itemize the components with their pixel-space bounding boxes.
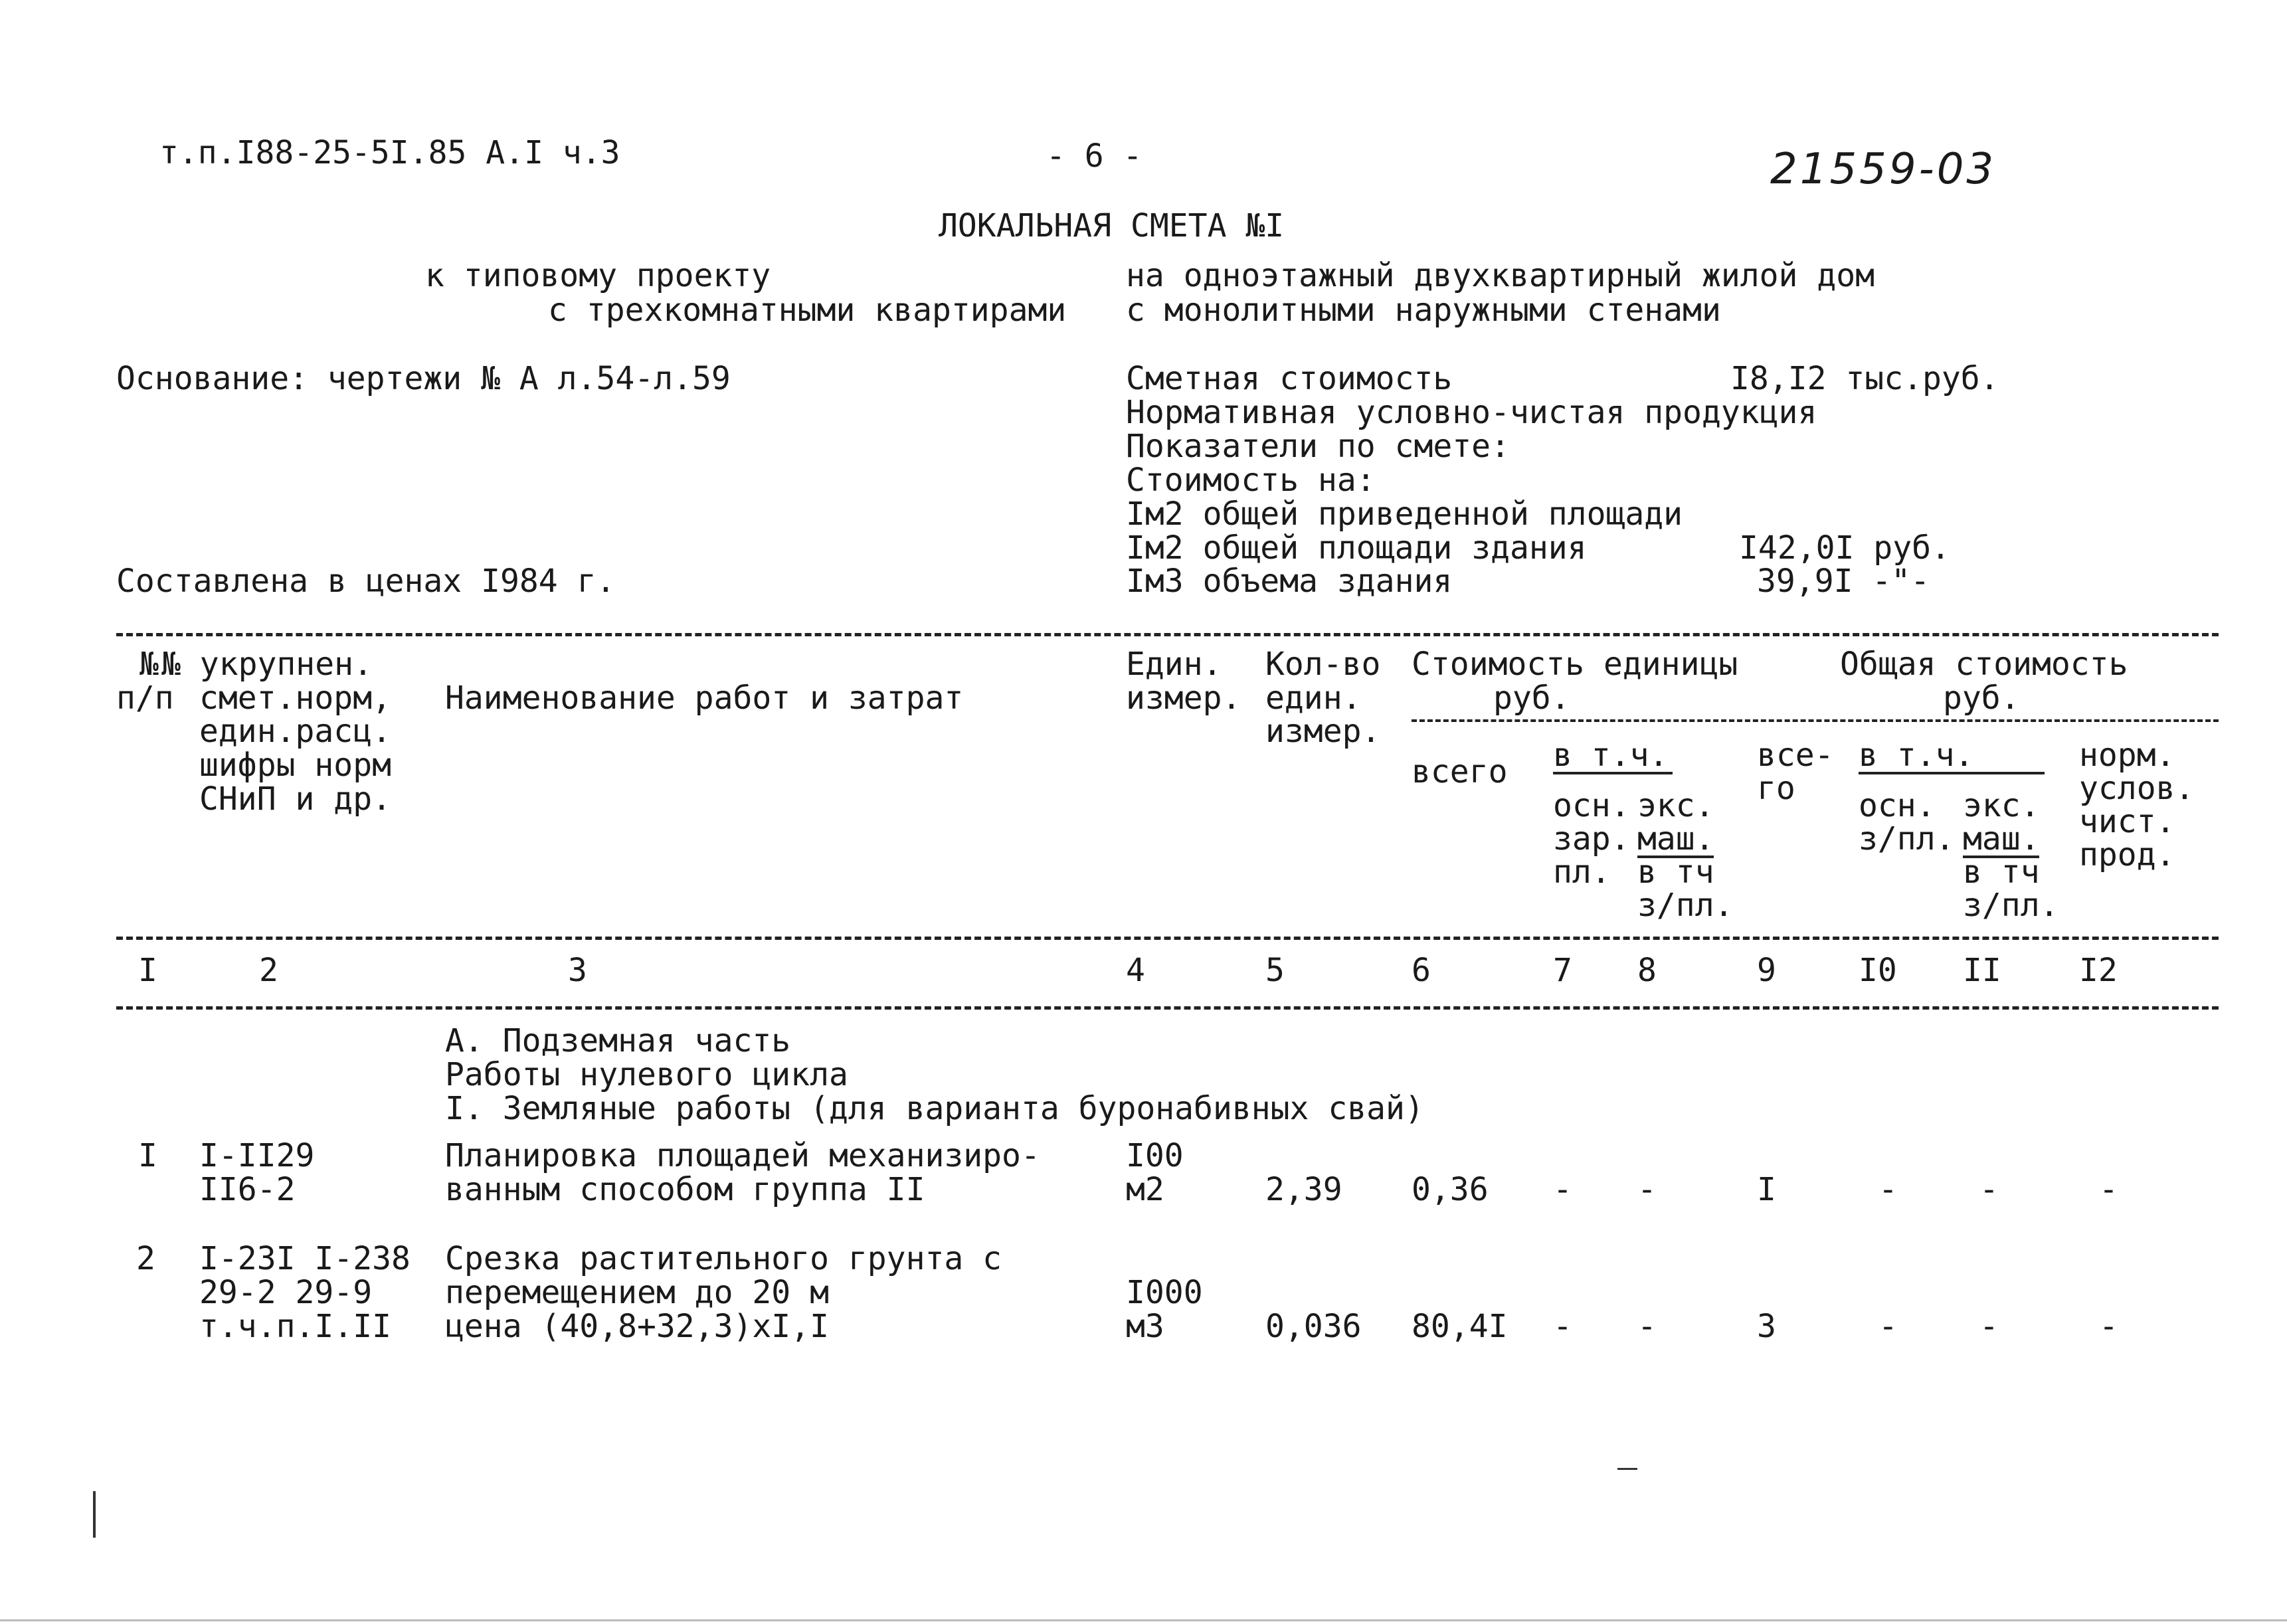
hdr-col3-name: Наименование работ и затрат [445, 679, 964, 717]
estimated-cost-value: I8,I2 тыс.руб. [1730, 360, 1999, 397]
row1-col12: - [2099, 1171, 2118, 1208]
row2-col8: - [1637, 1308, 1657, 1345]
estimated-cost-label: Сметная стоимость [1126, 360, 1453, 397]
scan-margin-mark [93, 1491, 96, 1538]
basis-line: Основание: чертежи № А л.54-л.59 [116, 360, 731, 397]
row1-col7: - [1553, 1171, 1572, 1208]
indicators-line: Показатели по смете: [1126, 428, 1510, 465]
hdr-col5-line3: измер. [1265, 713, 1381, 750]
hdr-col12-line4: прод. [2079, 836, 2175, 873]
page-number: - 6 - [1046, 137, 1143, 175]
hdr-col12-line1: норм. [2079, 737, 2175, 774]
subtitle-right-line2: с монолитными наружными стенами [1126, 292, 1721, 329]
hdr-col2-line2: смет.норм, [199, 679, 391, 717]
hdr-col11-line2: маш. [1963, 820, 2040, 857]
compiled-prices-line: Составлена в ценах I984 г. [116, 563, 616, 600]
colnum-4: 4 [1126, 952, 1145, 989]
hdr-col11-line3: в тч [1963, 854, 2040, 891]
hdr-col8-line1: экс. [1637, 787, 1714, 824]
row1-unit-line2: м2 [1126, 1171, 1164, 1208]
colnum-8: 8 [1637, 952, 1657, 989]
row1-code-line1: I-II29 [199, 1137, 315, 1174]
column-numbers-bottom-rule [116, 1006, 2219, 1010]
colnum-7: 7 [1553, 952, 1572, 989]
row2-col9: 3 [1757, 1308, 1776, 1345]
row2-col7: - [1553, 1308, 1572, 1345]
metric-volume-value: 39,9I -"- [1757, 563, 1930, 600]
row2-code-line1: I-23I I-238 [199, 1240, 411, 1277]
table-top-rule [116, 633, 2219, 636]
hdr-col12-line3: чист. [2079, 803, 2175, 840]
hdr-col2-line4: шифры норм [199, 747, 391, 784]
row1-col11: - [1979, 1171, 1999, 1208]
hdr-col6-total: всего [1412, 753, 1508, 790]
subtitle-left-line1: к типовому проекту [425, 257, 771, 294]
table-header-bottom-rule [116, 937, 2219, 940]
subtitle-left-line2: с трехкомнатными квартирами [548, 292, 1067, 329]
hdr-col11-line4: з/пл. [1963, 887, 2059, 924]
section-underground: А. Подземная часть [445, 1022, 791, 1059]
colnum-9: 9 [1757, 952, 1776, 989]
scan-dash-mark [1617, 1468, 1637, 1470]
row2-code-line2: 29-2 29-9 [199, 1274, 373, 1311]
estimate-title: ЛОКАЛЬНАЯ СМЕТА №I [939, 207, 1285, 244]
hdr-col4-line1: Един. [1126, 646, 1222, 683]
hdr-col5-line2: един. [1265, 679, 1362, 717]
hdr-col1-no: № [139, 646, 159, 683]
row2-unit-line1: I000 [1126, 1274, 1203, 1311]
hdr-col10-line2: з/пл. [1859, 820, 1955, 857]
hdr-col2-line3: един.расц. [199, 713, 391, 750]
hdr-col8-line3: в тч [1637, 854, 1714, 891]
hdr-incl-a-underline [1553, 772, 1673, 774]
colnum-5: 5 [1265, 952, 1285, 989]
colnum-3: 3 [568, 952, 587, 989]
hdr-col12-line2: услов. [2079, 770, 2195, 807]
hdr-col9-line1: все- [1757, 737, 1834, 774]
hdr-col11-line1: экс. [1963, 787, 2040, 824]
row2-qty: 0,036 [1265, 1308, 1362, 1345]
hdr-col7-line3: пл. [1553, 854, 1611, 891]
row1-total: 0,36 [1412, 1171, 1489, 1208]
hdr-total-cost-rub: руб. [1943, 679, 2020, 717]
row2-total: 80,4I [1412, 1308, 1508, 1345]
scan-bottom-line [0, 1619, 2287, 1621]
colnum-1: I [138, 952, 157, 989]
row2-col10: - [1878, 1308, 1898, 1345]
metric-total-area-label: Iм2 общей площади здания [1126, 529, 1587, 567]
colnum-2: 2 [259, 952, 278, 989]
section-zero-cycle: Работы нулевого цикла [445, 1056, 848, 1093]
unit-cost-divider [1412, 719, 2219, 722]
row2-name-line2: перемещением до 20 м [445, 1274, 829, 1311]
row1-name-line1: Планировка площадей механизиро- [445, 1137, 1040, 1174]
colnum-10: I0 [1859, 952, 1897, 989]
hdr-unit-cost-rub: руб. [1493, 679, 1570, 717]
handwritten-archive-number: 21559-03 [1770, 145, 1997, 194]
row2-num: 2 [136, 1240, 155, 1277]
hdr-col1-pp: п/п [116, 679, 174, 717]
row2-name-line1: Срезка растительного грунта с [445, 1240, 1002, 1277]
hdr-col9-line2: го [1757, 770, 1795, 807]
metric-total-area-value: I42,0I руб. [1739, 529, 1950, 567]
document-reference: т.п.I88-25-5I.85 А.I ч.3 [159, 134, 620, 171]
section-earthworks: I. Земляные работы (для варианта буронабивных свай) [445, 1090, 1424, 1127]
hdr-col7-line2: зар. [1553, 820, 1630, 857]
metric-reduced-area: Iм2 общей приведенной площади [1126, 496, 1683, 533]
hdr-col10-line1: осн. [1859, 787, 1936, 824]
hdr-total-cost: Общая стоимость [1840, 646, 2128, 683]
cost-for-line: Стоимость на: [1126, 462, 1376, 499]
hdr-col2-line5: СНиП и др. [199, 780, 391, 818]
hdr-col8-line4: з/пл. [1637, 887, 1734, 924]
normative-product-line: Нормативная условно-чистая продукция [1126, 394, 1817, 431]
hdr-col8-line2: маш. [1637, 820, 1714, 857]
row1-unit-line1: I00 [1126, 1137, 1184, 1174]
hdr-incl-a: в т.ч. [1553, 737, 1669, 774]
hdr-incl-b-underline [1859, 772, 2045, 774]
row2-unit-line2: м3 [1126, 1308, 1164, 1345]
row1-col9: I [1757, 1171, 1776, 1208]
colnum-6: 6 [1412, 952, 1431, 989]
hdr-col5-line1: Кол-во [1265, 646, 1381, 683]
colnum-11: II [1963, 952, 2001, 989]
row2-name-line3: цена (40,8+32,3)хI,I [445, 1308, 829, 1345]
hdr-unit-cost: Стоимость единицы [1412, 646, 1738, 683]
hdr-col7-line1: осн. [1553, 787, 1630, 824]
hdr-incl-b: в т.ч. [1859, 737, 1974, 774]
row2-code-line3: т.ч.п.I.II [199, 1308, 391, 1345]
subtitle-right-line1: на одноэтажный двухквартирный жилой дом [1126, 257, 1875, 294]
row1-name-line2: ванным способом группа II [445, 1171, 925, 1208]
row2-col11: - [1979, 1308, 1999, 1345]
row2-col12: - [2099, 1308, 2118, 1345]
row1-num: I [138, 1137, 157, 1174]
row1-col8: - [1637, 1171, 1657, 1208]
metric-volume-label: Iм3 объема здания [1126, 563, 1453, 600]
hdr-col2-line1: № укрупнен. [161, 646, 373, 683]
row1-qty: 2,39 [1265, 1171, 1342, 1208]
row1-col10: - [1878, 1171, 1898, 1208]
row1-code-line2: II6-2 [199, 1171, 296, 1208]
colnum-12: I2 [2079, 952, 2118, 989]
hdr-col4-line2: измер. [1126, 679, 1241, 717]
